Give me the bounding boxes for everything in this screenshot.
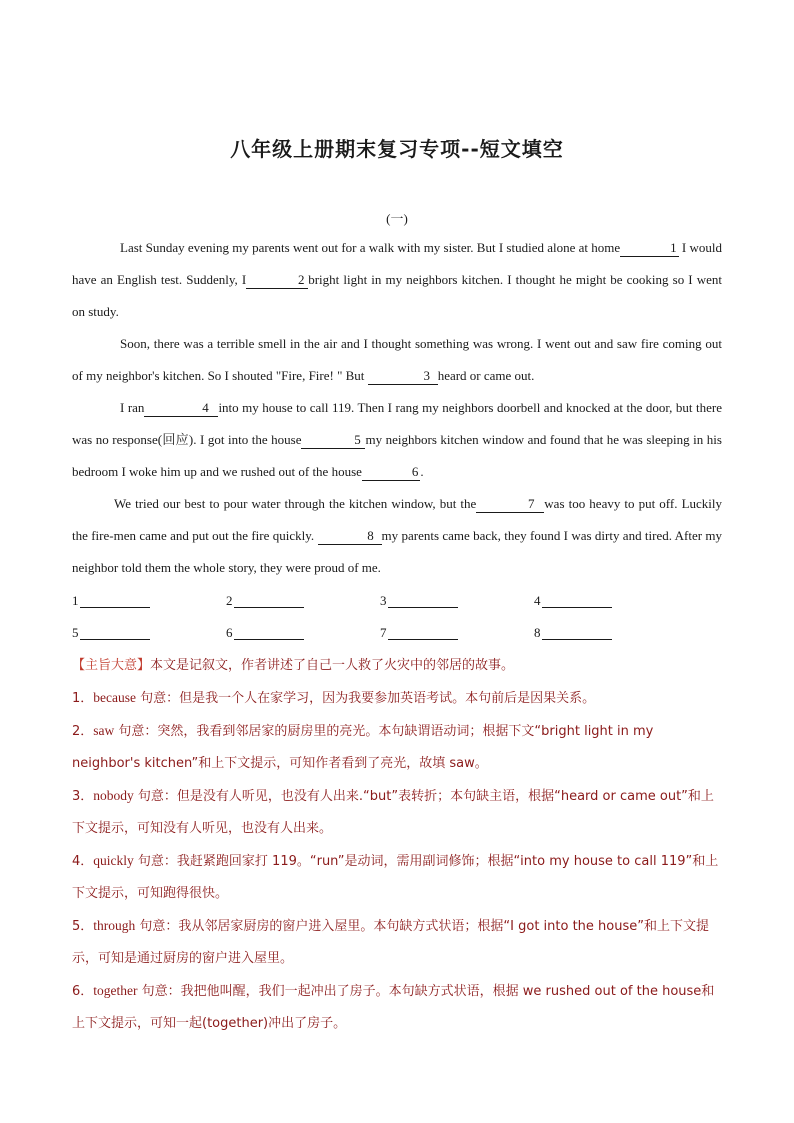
analysis-item xyxy=(72,715,724,780)
item-explanation: 句意：我把他叫醒，我们一起冲出了房子。本句缺方式状语，根据 we rushed out of the house和上下文提示，可知一起(together)冲出了房子。 xyxy=(72,984,715,1031)
passage-text: my neighbors kitchen window and found that he was sleeping in his bedroom I woke him up and we rushed out of the house xyxy=(72,432,722,479)
summary-line xyxy=(72,650,724,682)
answer-slot-6[interactable] xyxy=(226,625,380,641)
answer-word: quickly xyxy=(93,853,134,868)
answer-number: 4 xyxy=(534,593,541,608)
passage-text: . xyxy=(420,464,424,479)
answer-lines xyxy=(72,585,722,649)
item-number: 5． xyxy=(72,919,94,934)
answer-slot-4[interactable] xyxy=(534,593,688,609)
passage-text: my parents came back, they found I was dirty and tired. After my neighbor told them the whole story, they were proud of me. xyxy=(72,528,723,575)
answer-slot-5[interactable] xyxy=(72,625,226,641)
answer-number: 5 xyxy=(72,625,79,640)
answer-word: nobody xyxy=(93,788,134,803)
summary-text: 本文是记叙文，作者讲述了自己一人救了火灾中的邻居的故事。 xyxy=(150,658,515,673)
item-explanation: 句意：突然，我看到邻居家的厨房里的亮光。本句缺谓语动词；根据下文“bright light in my neighbor's kitchen”和上下文提示，可知作者看到了亮光，故填 saw。 xyxy=(72,724,654,771)
analysis-item xyxy=(72,780,724,845)
answer-analysis xyxy=(72,650,724,1040)
passage-paragraph xyxy=(72,488,722,584)
item-explanation: 句意：但是我一个人在家学习，因为我要参加英语考试。本句前后是因果关系。 xyxy=(136,691,596,706)
summary-tag: 【主旨大意】 xyxy=(72,658,151,673)
item-number: 3． xyxy=(72,789,94,804)
answer-line xyxy=(80,595,150,608)
blank-2: 2 xyxy=(246,272,308,289)
passage-text: heard or came out. xyxy=(437,368,535,383)
answer-word: together xyxy=(93,983,138,998)
item-number: 4． xyxy=(72,854,94,869)
answer-line xyxy=(542,595,612,608)
answer-row xyxy=(72,617,722,649)
item-explanation: 句意：但是没有人听见，也没有人出来.“but”表转折；本句缺主语，根据“heard or came out”和上下文提示，可知没有人听见，也没有人出来。 xyxy=(72,789,714,836)
passage-text: I would have an English test. Suddenly, I xyxy=(72,240,723,287)
passage-text: bright light in my neighbors kitchen. I thought he might be cooking so I went on study. xyxy=(72,272,722,319)
answer-line xyxy=(80,627,150,640)
answer-line xyxy=(388,627,458,640)
item-explanation: 句意：我从邻居家厨房的窗户进入屋里。本句缺方式状语；根据“I got into the house”和上下文提示，可知是通过厨房的窗户进入屋里。 xyxy=(72,919,709,966)
blank-3: 3 xyxy=(368,368,438,385)
blank-7: 7 xyxy=(476,496,544,513)
analysis-item xyxy=(72,975,724,1040)
section-number: (一) xyxy=(386,211,408,226)
cloze-passage xyxy=(72,232,722,584)
answer-word: through xyxy=(93,918,136,933)
passage-text: I ran xyxy=(120,400,145,415)
answer-number: 7 xyxy=(380,625,387,640)
passage-text: was too heavy to put off. Luckily the fire-men came and put out the fire quickly. xyxy=(72,496,723,543)
passage-text: into my house to call 119. Then I rang my neighbors doorbell and knocked at the door, but there was no response(回应). I got into the house xyxy=(72,400,722,447)
blank-6: 6 xyxy=(362,464,421,481)
passage-text: Soon, there was a terrible smell in the air and I thought something was wrong. I went out and saw fire coming out of my neighbor's kitchen. So I shouted "Fire, Fire! " But xyxy=(72,336,722,383)
answer-line xyxy=(234,595,304,608)
item-number: 2． xyxy=(72,724,94,739)
answer-line xyxy=(542,627,612,640)
answer-slot-3[interactable] xyxy=(380,593,534,609)
answer-line xyxy=(388,595,458,608)
passage-text: Last Sunday evening my parents went out for a walk with my sister. But I studied alone at home xyxy=(120,240,621,255)
item-number: 1． xyxy=(72,691,94,706)
answer-slot-1[interactable] xyxy=(72,593,226,609)
answer-number: 8 xyxy=(534,625,541,640)
blank-8: 8 xyxy=(318,528,382,545)
answer-number: 2 xyxy=(226,593,233,608)
page-title: 八年级上册期末复习专项--短文填空 xyxy=(230,137,564,161)
answer-word: because xyxy=(93,690,137,705)
analysis-item xyxy=(72,910,724,975)
item-explanation: 句意：我赶紧跑回家打 119。“run”是动词，需用副词修饰；根据“into my house to call 119”和上下文提示，可知跑得很快。 xyxy=(72,854,719,901)
answer-slot-8[interactable] xyxy=(534,625,688,641)
answer-slot-2[interactable] xyxy=(226,593,380,609)
answer-slot-7[interactable] xyxy=(380,625,534,641)
answer-number: 6 xyxy=(226,625,233,640)
item-number: 6． xyxy=(72,984,94,999)
analysis-item xyxy=(72,845,724,910)
answer-row xyxy=(72,585,722,617)
blank-1: 1 xyxy=(620,240,679,257)
passage-paragraph xyxy=(72,328,722,392)
blank-4: 4 xyxy=(144,400,218,417)
passage-paragraph xyxy=(72,232,722,328)
answer-number: 1 xyxy=(72,593,79,608)
blank-5: 5 xyxy=(301,432,365,449)
answer-number: 3 xyxy=(380,593,387,608)
answer-line xyxy=(234,627,304,640)
answer-word: saw xyxy=(93,723,115,738)
passage-text: We tried our best to pour water through the kitchen window, but the xyxy=(114,496,477,511)
analysis-item xyxy=(72,682,724,715)
passage-paragraph xyxy=(72,392,722,488)
